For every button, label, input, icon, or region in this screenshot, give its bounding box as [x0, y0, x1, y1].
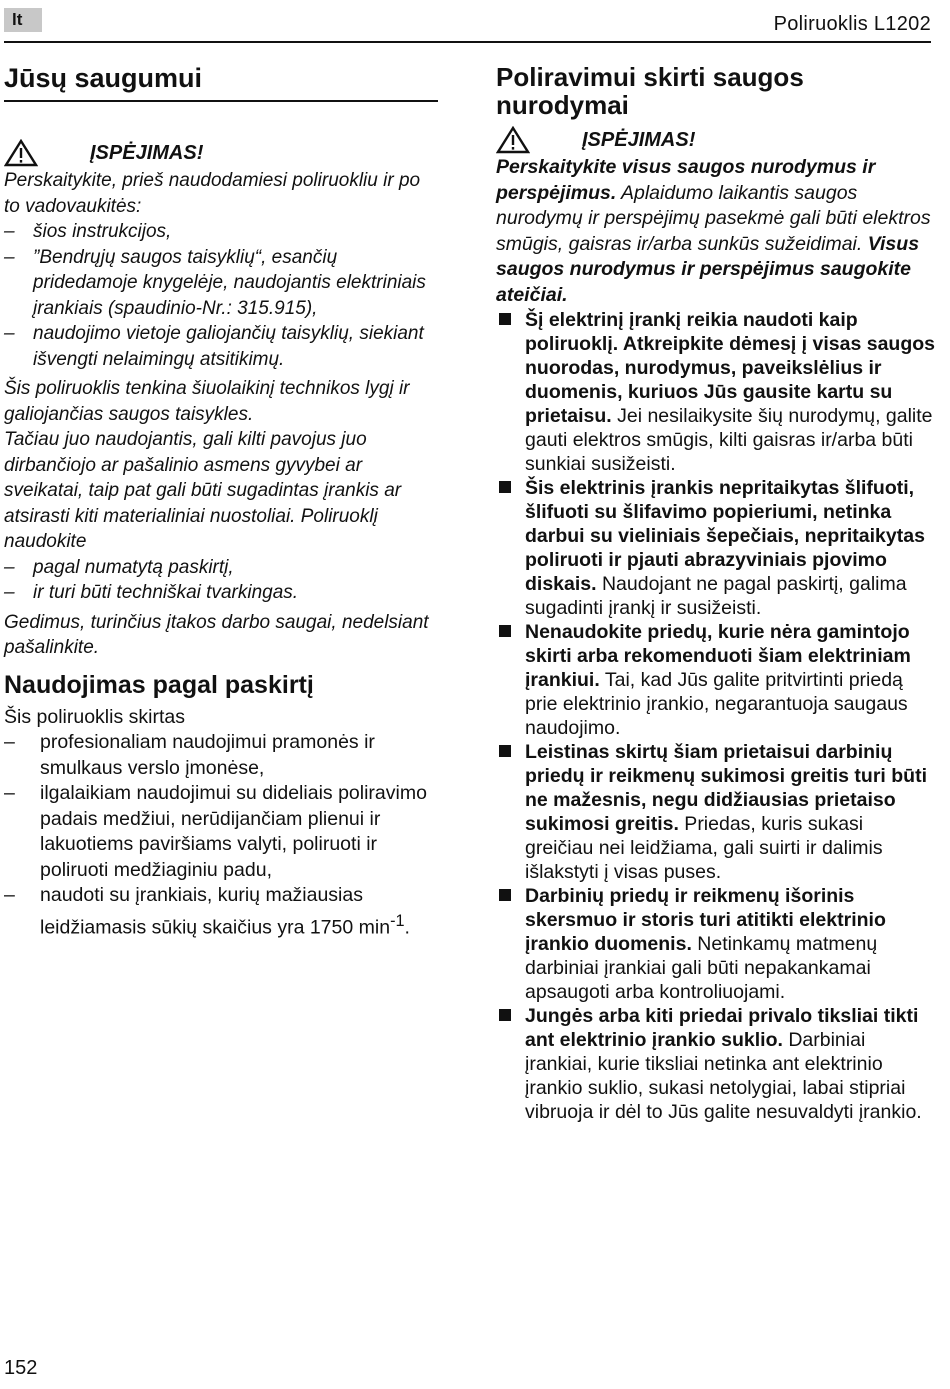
- safety-paragraph-1: Šis poliruoklis tenkina šiuolaikinį technikos lygį ir galiojančias saugos taisykles.: [4, 378, 410, 425]
- safety-paragraph-2: Tačiau juo naudojantis, gali kilti pavojus juo dirbančiojo ar pašalinio asmens gyvybei ar sveikatai, taip pat gali būti sugadintas įrankis ar atsirasti kiti materialiniai nuostoliai. Poliruoklį naudokite: [4, 429, 402, 552]
- left-column: [4, 60, 438, 941]
- intended-use-list: [4, 730, 438, 941]
- header-rule: [4, 41, 931, 43]
- safety-paragraph-3: Gedimus, turinčius įtakos darbo saugai, nedelsiant pašalinkite.: [4, 611, 429, 658]
- square-bullet-icon: [499, 745, 511, 757]
- safety-intro: Perskaitykite, prieš naudodamiesi poliruokliu ir po to vadovaukitės:: [4, 170, 421, 217]
- warning-row: [496, 125, 936, 155]
- rule-bold: Leistinas skirtų šiam prietaisui darbinių priedų ir reikmenų sukimosi greitis turi būti ne mažesnis, negu didžiausias prietaiso sukimosi greitis.: [525, 741, 927, 835]
- safety-intro-list: [4, 219, 438, 372]
- list-item: [496, 740, 936, 884]
- rule-text: Naudojant ne pagal paskirtį, galima sugadinti įrankį ir susižeisti.: [525, 573, 907, 619]
- list-item: – profesionaliam naudojimui pramonės ir smulkaus verslo įmonėse,: [4, 730, 438, 781]
- section-title-polishing-safety: Poliravimui skirti saugos nurodymai: [496, 62, 804, 120]
- square-bullet-icon: [499, 313, 511, 325]
- rule-text: Priedas, kuris sukasi greičiau nei leidžiama, gali suirti ir dalimis išlakstyti į visas puses.: [525, 813, 883, 883]
- warning-label: ĮSPĖJIMAS!: [582, 128, 696, 151]
- right-column: [496, 60, 936, 1124]
- polishing-rules-list: [496, 308, 936, 1124]
- polishing-intro: [496, 155, 936, 308]
- warning-label: ĮSPĖJIMAS!: [90, 141, 204, 164]
- list-item: – ”Bendrųjų saugos taisyklių“, esančių pridedamoje knygelėje, naudojantis elektriniais įrankiais (spaudinio-Nr.: 315.915),: [4, 245, 438, 322]
- left-heading-block: [4, 62, 438, 102]
- list-item: [496, 1004, 936, 1124]
- rule-text: Netinkamų matmenų darbiniai įrankiai gali būti nepakankamai apsaugoti arba kontroliuojami.: [525, 933, 878, 1003]
- page-number: 152: [4, 1357, 38, 1379]
- speed-exponent: -1: [390, 911, 405, 930]
- rule-bold: Darbinių priedų ir reikmenų išorinis skersmuo ir storis turi atitikti elektrinio įrankio duomenis.: [525, 885, 886, 955]
- speed-end: .: [404, 916, 410, 938]
- list-item: – šios instrukcijos,: [4, 219, 438, 245]
- square-bullet-icon: [499, 625, 511, 637]
- rule-bold: Šį elektrinį įrankį reikia naudoti kaip poliruoklį. Atkreipkite dėmesį į visas saugos nuorodas, nurodymus, paveikslėlius ir duomenis, kuriuos Jūs gausite kartu su prietaisu.: [525, 309, 936, 427]
- section-title-intended-use: Naudojimas pagal paskirtį: [4, 670, 314, 699]
- square-bullet-icon: [499, 1009, 511, 1021]
- warning-triangle-icon: [4, 139, 38, 167]
- intro-bold-2: Visus saugos nurodymus ir perspėjimus saugokite ateičiai.: [496, 232, 920, 306]
- square-bullet-icon: [499, 481, 511, 493]
- list-item: [496, 476, 936, 620]
- rule-bold: Nenaudokite priedų, kurie nėra gamintojo skirti arba rekomenduoti šiam elektriniam įrankiui.: [525, 621, 911, 691]
- list-item: [496, 308, 936, 476]
- warning-row: [4, 138, 438, 168]
- document-title: Poliruoklis L1202: [773, 13, 931, 35]
- rule-text: Jei nesilaikysite šių nurodymų, galite gauti elektros smūgis, kilti gaisras ir/arba būti sunkiai susižeisti.: [525, 405, 933, 475]
- language-badge: lt: [4, 8, 42, 32]
- speed-text: naudoti su įrankiais, kurių mažiausias leidžiamasis sūkių skaičius yra 1750 min: [40, 884, 391, 938]
- rule-text: Darbiniai įrankiai, kurie tiksliai netinka ant elektrinio įrankio suklio, sukasi netolygiai, labai stipriai vibruoja ir dėl to Jūs galite nesuvaldyti įrankio.: [525, 1029, 922, 1123]
- list-item: [496, 620, 936, 740]
- rule-bold: Jungės arba kiti priedai privalo tiksliai tikti ant elektrinio įrankio suklio.: [525, 1005, 919, 1051]
- rule-bold: Šis elektrinis įrankis nepritaikytas šlifuoti, šlifuoti su šlifavimo popieriumi, netinka darbui su vieliniais šepečiais, nepritaikytas poliruoti ir pjauti abrazyviniais pjovimo diskais.: [525, 477, 925, 595]
- list-item: [496, 884, 936, 1004]
- intended-use-intro: Šis poliruoklis skirtas: [4, 705, 185, 728]
- section-title-safety: Jūsų saugumui: [4, 63, 203, 93]
- conditions-list: [4, 555, 438, 606]
- warning-triangle-icon: [496, 126, 530, 154]
- rule-text: Tai, kad Jūs galite pritvirtinti priedą prie elektrinio įrankio, negarantuoja saugaus naudojimo.: [525, 669, 908, 739]
- list-item: – naudojimo vietoje galiojančių taisyklių, siekiant išvengti nelaimingų atsitikimų.: [4, 321, 438, 372]
- list-item: – ilgalaikiam naudojimui su dideliais poliravimo padais medžiui, nerūdijančiam plienui ir lakuotiems paviršiams valyti, poliruoti ir poliruoti medžiaginiu padu,: [4, 781, 438, 883]
- list-item: – ir turi būti techniškai tvarkingas.: [4, 580, 438, 606]
- square-bullet-icon: [499, 889, 511, 901]
- intro-bold-1: Perskaitykite visus saugos nurodymus ir perspėjimus.: [496, 156, 876, 204]
- list-item: – pagal numatytą paskirtį,: [4, 555, 438, 581]
- intro-italic: Aplaidumo laikantis saugos nurodymų ir perspėjimų pasekmė gali būti elektros smūgis, gaisras ir/arba sunkūs sužeidimai.: [496, 181, 931, 255]
- list-item: [4, 883, 438, 941]
